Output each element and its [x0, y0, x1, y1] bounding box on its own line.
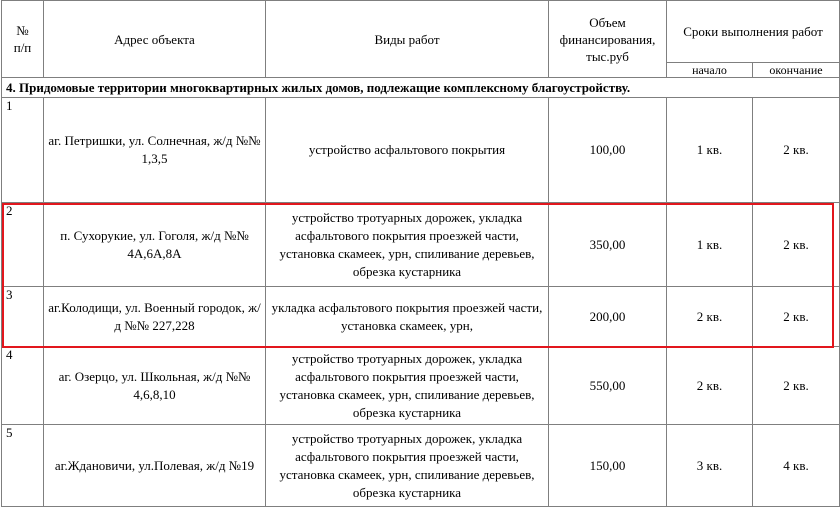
header-address: Адрес объекта [44, 1, 266, 78]
row-address: аг. Озерцо, ул. Школьная, ж/д №№ 4,6,8,10 [44, 347, 266, 425]
header-deadlines: Сроки выполнения работ [667, 1, 840, 63]
row-end: 4 кв. [753, 425, 840, 507]
row-funding: 150,00 [549, 425, 667, 507]
row-address: аг.Ждановичи, ул.Полевая, ж/д №19 [44, 425, 266, 507]
row-end: 2 кв. [753, 347, 840, 425]
row-start: 3 кв. [667, 425, 753, 507]
row-address: п. Сухорукие, ул. Гоголя, ж/д №№ 4А,6А,8А [44, 203, 266, 287]
row-address: аг. Петришки, ул. Солнечная, ж/д №№ 1,3,5 [44, 98, 266, 203]
row-end: 2 кв. [753, 287, 840, 347]
row-works: устройство тротуарных дорожек, укладка асфальтового покрытия проезжей части, установка скамеек, урн, спиливание деревьев, обрезка кустарника [266, 425, 549, 507]
row-funding: 200,00 [549, 287, 667, 347]
table-row [2, 98, 840, 203]
row-address: аг.Колодищи, ул. Военный городок, ж/д №№ 227,228 [44, 287, 266, 347]
table-row [2, 347, 840, 425]
row-start: 2 кв. [667, 287, 753, 347]
row-funding: 550,00 [549, 347, 667, 425]
row-works: устройство тротуарных дорожек, укладка асфальтового покрытия проезжей части, установка скамеек, урн, спиливание деревьев, обрезка кустарника [266, 347, 549, 425]
row-end: 2 кв. [753, 98, 840, 203]
header-num: № п/п [2, 1, 44, 78]
row-number: 1 [2, 98, 44, 203]
table-row [2, 203, 840, 287]
row-number: 3 [2, 287, 44, 347]
row-end: 2 кв. [753, 203, 840, 287]
table-row [2, 287, 840, 347]
table-row [2, 425, 840, 507]
row-number: 4 [2, 347, 44, 425]
row-number: 5 [2, 425, 44, 507]
row-start: 2 кв. [667, 347, 753, 425]
header-end: окончание [753, 63, 840, 78]
section-title: 4. Придомовые территории многоквартирных жилых домов, подлежащие комплексному благоустройству. [2, 78, 840, 98]
row-funding: 100,00 [549, 98, 667, 203]
row-works: устройство тротуарных дорожек, укладка асфальтового покрытия проезжей части, установка скамеек, урн, спиливание деревьев, обрезка кустарника [266, 203, 549, 287]
row-works: устройство асфальтового покрытия [266, 98, 549, 203]
row-works: укладка асфальтового покрытия проезжей части, установка скамеек, урн, [266, 287, 549, 347]
row-start: 1 кв. [667, 98, 753, 203]
row-number: 2 [2, 203, 44, 287]
header-funding: Объем финансирования, тыс.руб [549, 1, 667, 78]
works-table [1, 0, 840, 507]
header-works: Виды работ [266, 1, 549, 78]
header-start: начало [667, 63, 753, 78]
row-start: 1 кв. [667, 203, 753, 287]
row-funding: 350,00 [549, 203, 667, 287]
